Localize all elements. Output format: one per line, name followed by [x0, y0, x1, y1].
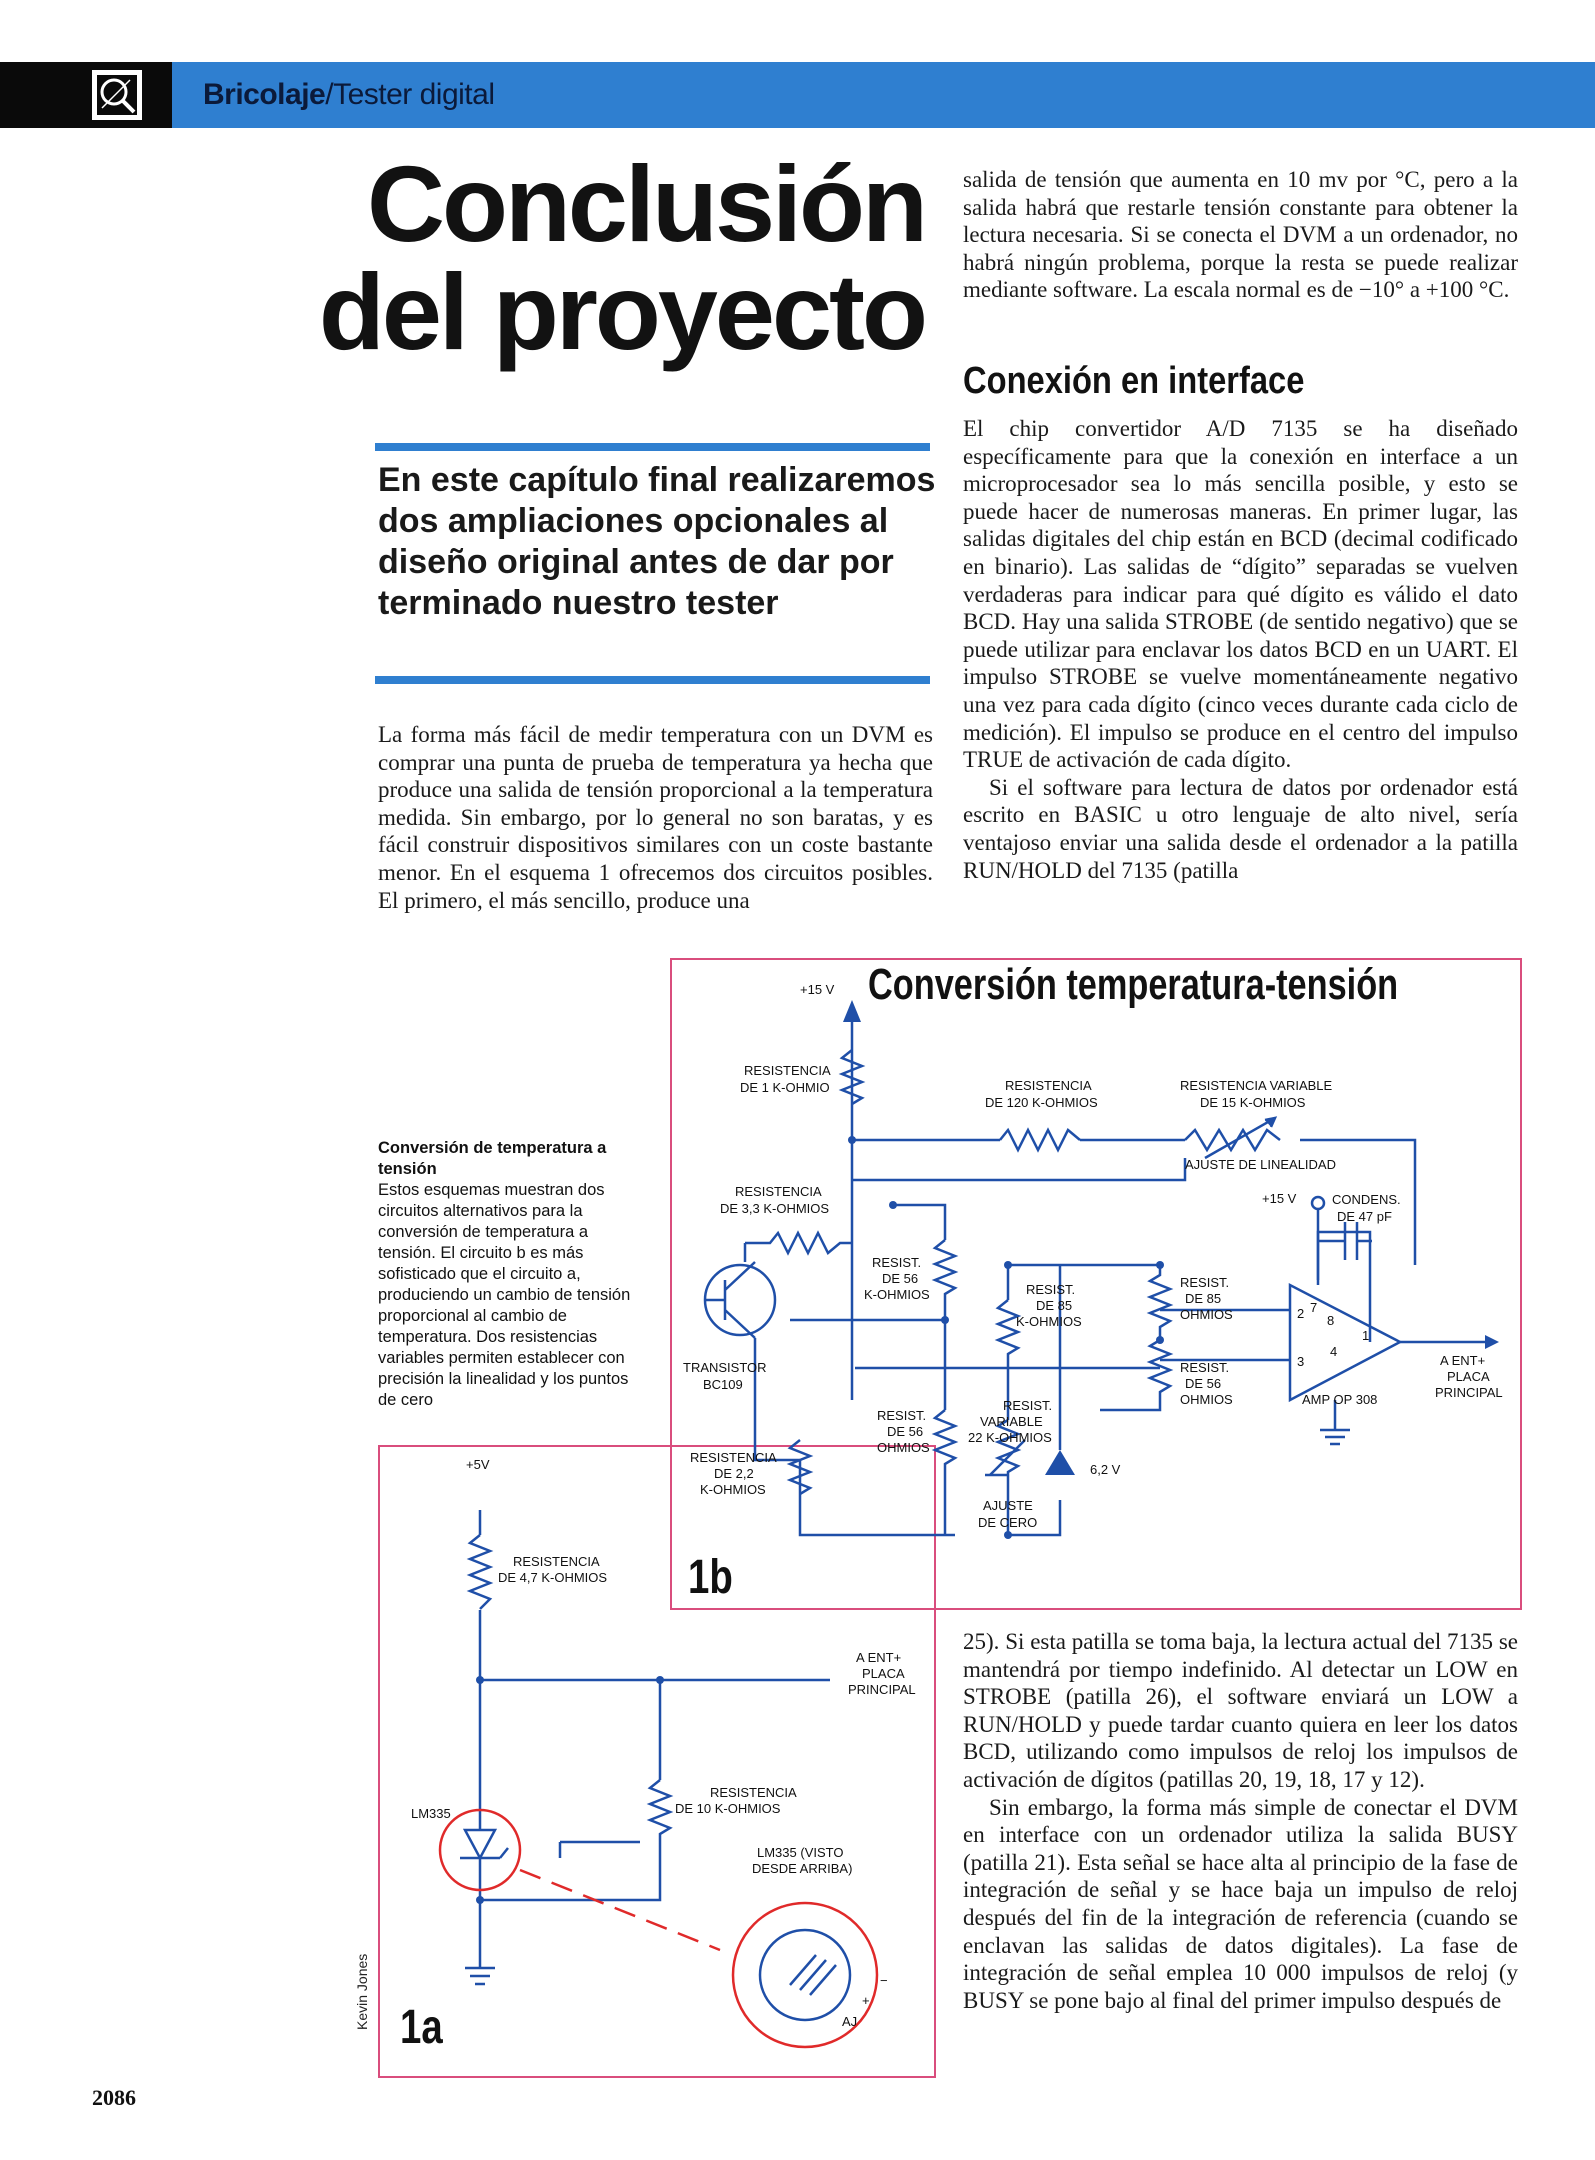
label-lm335: LM335 — [411, 1806, 451, 1821]
pin-8: 8 — [1327, 1313, 1335, 1328]
label-r85k-3: K-OHMIOS — [1016, 1314, 1082, 1329]
label-r56k-1: RESIST. — [872, 1255, 922, 1270]
label-amp: AMP OP 308 — [1302, 1392, 1378, 1407]
label-out1-a: A ENT+ — [856, 1650, 902, 1665]
junction-dot — [476, 1896, 484, 1904]
pin-3: 3 — [1297, 1354, 1305, 1369]
label-r56c-3: OHMIOS — [877, 1440, 930, 1455]
label-transistor-b: BC109 — [703, 1377, 743, 1392]
pin-1: 1 — [1362, 1328, 1370, 1343]
pin-4: 4 — [1330, 1344, 1338, 1359]
label-r85-2: DE 85 — [1185, 1291, 1222, 1306]
opamp-triangle — [1290, 1285, 1400, 1400]
label-rv15-b: DE 15 K-OHMIOS — [1200, 1095, 1306, 1110]
label-r22-3: K-OHMIOS — [700, 1482, 766, 1497]
lead-paragraph: En este capítulo final realizaremos dos ampliaciones opcionales al diseño original antes de dar por terminado nuestro tester — [378, 461, 936, 622]
wire-1k-down — [852, 1140, 1185, 1400]
label-out-3: PRINCIPAL — [1435, 1385, 1503, 1400]
label-rv22-2: VARIABLE — [980, 1414, 1043, 1429]
label-ajuste-cero-b: DE CERO — [978, 1515, 1038, 1530]
label-r56k-2: DE 56 — [882, 1271, 919, 1286]
figure-label-1a: 1a — [400, 2001, 443, 2054]
label-ajuste-linealidad: AJUSTE DE LINEALIDAD — [1185, 1157, 1336, 1172]
resistor-variable-15k — [1185, 1118, 1280, 1158]
resistor-85-ohm — [1150, 1265, 1170, 1340]
label-rv22-1: RESIST. — [1003, 1398, 1053, 1413]
label-rv22-3: 22 K-OHMIOS — [968, 1430, 1052, 1445]
label-r85k-2: DE 85 — [1036, 1298, 1073, 1313]
illustrator-credit: Kevin Jones — [354, 1953, 370, 2030]
junction-dot — [1004, 1261, 1012, 1269]
lm335-top-view-body — [760, 1930, 850, 2020]
junction-dot — [941, 1316, 949, 1324]
resistor-120k — [1000, 1130, 1080, 1150]
label-r56b-1: RESIST. — [1180, 1360, 1230, 1375]
label-r56b-2: DE 56 — [1185, 1376, 1222, 1391]
figure-title: Conversión temperatura-tensión — [868, 960, 1399, 1009]
label-out2-a: PLACA — [862, 1666, 905, 1681]
label-r56c-1: RESIST. — [877, 1408, 927, 1423]
label-r10-a: RESISTENCIA — [710, 1785, 797, 1800]
junction-dot — [848, 1136, 856, 1144]
paragraph: La forma más fácil de medir temperatura con un DVM es comprar una punta de prueba de temperatura ya hecha que produce una salida de tensión proporcional a la temperatura medida. Sin embargo, por lo general no son baratas, y es fácil construir dispositivos similares con un coste bastante menor. En el esquema 1 ofrecemos dos circuitos posibles. El primero, el más sencillo, produce una — [378, 722, 933, 913]
label-r33-a: RESISTENCIA — [735, 1184, 822, 1199]
wire-node-a — [893, 1205, 945, 1240]
resistor-10k — [480, 1780, 670, 1900]
resistor-10k-wiper — [560, 1842, 640, 1858]
label-r85k-1: RESIST. — [1026, 1282, 1076, 1297]
resistor-4k7 — [470, 1535, 490, 1609]
junction-dot — [1156, 1336, 1164, 1344]
label-r85-1: RESIST. — [1180, 1275, 1230, 1290]
label-pin-plus: + — [862, 1993, 870, 2008]
label-out-1: A ENT+ — [1440, 1353, 1486, 1368]
label-r47-a: RESISTENCIA — [513, 1554, 600, 1569]
capacitor-47pf — [1318, 1222, 1372, 1260]
lm335-top-view-pins — [790, 1955, 836, 1995]
label-r22-1: RESISTENCIA — [690, 1450, 777, 1465]
label-r56b-3: OHMIOS — [1180, 1392, 1233, 1407]
title-line-2: del proyecto — [318, 251, 925, 372]
label-r85-3: OHMIOS — [1180, 1307, 1233, 1322]
label-v15: +15 V — [800, 982, 835, 997]
label-ajuste-cero-a: AJUSTE — [983, 1498, 1033, 1513]
label-r120-b: DE 120 K-OHMIOS — [985, 1095, 1098, 1110]
page-number: 2086 — [92, 2085, 136, 2110]
junction-dot — [476, 1676, 484, 1684]
label-r56k-3: K-OHMIOS — [864, 1287, 930, 1302]
label-cond-a: CONDENS. — [1332, 1192, 1401, 1207]
label-r47-b: DE 4,7 K-OHMIOS — [498, 1570, 608, 1585]
subsection-name: /Tester digital — [325, 78, 495, 111]
ground-1a — [465, 1968, 495, 1984]
label-r10-b: DE 10 K-OHMIOS — [675, 1801, 781, 1816]
label-zener: 6,2 V — [1090, 1462, 1121, 1477]
section-name: Bricolaje — [203, 78, 326, 111]
label-r1k-b: DE 1 K-OHMIO — [740, 1080, 830, 1095]
label-r120-a: RESISTENCIA — [1005, 1078, 1092, 1093]
label-pin-minus: − — [880, 1973, 888, 1988]
pin-2: 2 — [1297, 1306, 1305, 1321]
label-r22-2: DE 2,2 — [714, 1466, 754, 1481]
label-cond-b: DE 47 pF — [1337, 1209, 1392, 1224]
zener-diode — [1045, 1450, 1075, 1475]
label-v5: +5V — [466, 1457, 490, 1472]
label-lm335-top-a: LM335 (VISTO — [757, 1845, 844, 1860]
section-heading: Conexión en interface — [963, 360, 1305, 402]
label-v15-b: +15 V — [1262, 1191, 1297, 1206]
label-out3-a: PRINCIPAL — [848, 1682, 916, 1697]
paragraph: Si el software para lectura de datos por ordenador está escrito en BASIC u otro lenguaje de alto nivel, sería ventajoso enviar una salida desde el ordenador a la patilla RUN/HOLD del 7135 (patilla — [963, 774, 1518, 883]
junction-dot — [1004, 1531, 1012, 1539]
junction-dot — [1156, 1261, 1164, 1269]
pin-7: 7 — [1310, 1300, 1318, 1315]
label-pin-adj: AJ — [842, 2014, 858, 2029]
paragraph: El chip convertidor A/D 7135 se ha diseñado específicamente para que la conexión en interface a un microprocesador sea lo más sencilla posible, y esto se puede hacer de numerosas maneras. En primer lugar, las salidas digitales del chip están en BCD (decimal codificado en binario). Las salidas de “dígito” separadas se vuelven verdaderas para indicar para qué dígito es válido el dato BCD. Hay una salida STROBE (de sentido negativo) que se puede utilizar para enclavar los datos BCD en un UART. El impulso STROBE se vuelve momentáneamente negativo una vez para cada dígito (cinco veces durante cada ciclo de medición). El impulso se produce en el centro del impulso TRUE de activación de cada dígito. — [963, 416, 1518, 773]
label-rv15-a: RESISTENCIA VARIABLE — [1180, 1078, 1333, 1093]
paragraph: 25). Si esta patilla se toma baja, la lectura actual del 7135 se mantendrá por tiempo indefinido. Al detectar un LOW en STROBE (patilla 26), el software enviará un LOW a RUN/HOLD y puede tardar cuanto quiera en leer los datos BCD, utilizando como impulsos de reloj los impulsos de activación de dígitos (patillas 20, 19, 18, 17 y 12). — [963, 1629, 1518, 1792]
caption-body: Estos esquemas muestran dos circuitos alternativos para la conversión de temperatura a tensión. El circuito b es más sofisticado que el circuito a, produciendo un cambio de tensión proporcional al cambio de temperatura. Dos resistencias variables permiten establecer con precisión la linealidad y los puntos de cero — [378, 1181, 631, 1409]
junction-dot — [889, 1201, 897, 1209]
resistor-3k3 — [745, 1233, 852, 1253]
paragraph: salida de tensión que aumenta en 10 mv por °C, pero a la salida habrá que restarle tensión constante para obtener la lectura necesaria. Si se conecta el DVM a un ordenador, no habrá ningún problema, porque la resta se puede realizar mediante software. La escala normal es de −10° a +100 °C. — [963, 167, 1518, 303]
resistor-56-ohm-c — [935, 1410, 955, 1535]
label-out-2: PLACA — [1447, 1369, 1490, 1384]
junction-dot — [656, 1676, 664, 1684]
label-transistor-a: TRANSISTOR — [683, 1360, 767, 1375]
opamp-output — [1318, 1232, 1485, 1342]
label-r1k-a: RESISTENCIA — [744, 1063, 831, 1078]
title-line-1: Conclusión — [367, 143, 925, 264]
probe-dashed-link — [520, 1870, 720, 1950]
label-lm335-top-b: DESDE ARRIBA) — [752, 1861, 853, 1876]
output-arrow — [1485, 1335, 1499, 1349]
arrow-plus15v — [843, 1000, 861, 1022]
label-r33-b: DE 3,3 K-OHMIOS — [720, 1201, 830, 1216]
figure-label-1b: 1b — [688, 1551, 733, 1604]
caption-title: Conversión de temperatura a tensión — [378, 1139, 607, 1178]
label-r56c-2: DE 56 — [887, 1424, 924, 1439]
paragraph: Sin embargo, la forma más simple de conectar el DVM en interface con un ordenador utiliza la salida BUSY (patilla 21). Esta señal se hace alta al principio de la fase de integración de señal y se hace baja un impulso de reloj después del fin de la integración de referencia (cuando se enclavan las salidas de datos digitales). La fase de integración de señal emplea 10 000 impulsos de reloj (y BUSY se pone bajo al final del primer impulso después de — [963, 1794, 1518, 2013]
resistor-56-ohm-b — [1100, 1340, 1170, 1410]
transistor-leads — [705, 1243, 755, 1338]
